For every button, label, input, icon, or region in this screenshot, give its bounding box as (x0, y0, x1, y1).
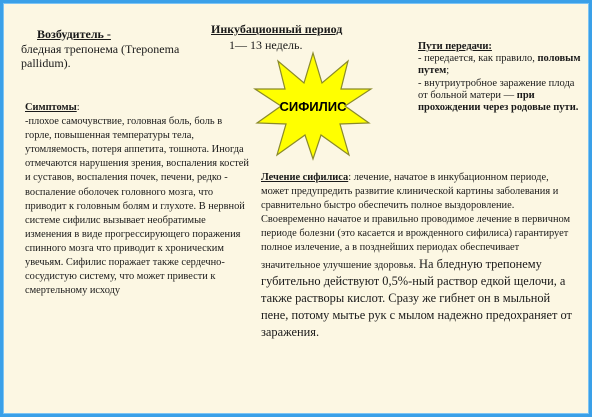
treatment-colon: : (348, 172, 352, 183)
transmission-line2-bold: при прохождении через родовые пути. (418, 89, 579, 114)
starburst-title: СИФИЛИС (279, 99, 347, 114)
transmission-line1-post: ; (446, 65, 450, 77)
transmission-heading: Пути передачи: (418, 41, 492, 52)
pathogen-text: бледная трепонема (Treponema pallidum). (21, 41, 180, 70)
treatment-para2-big: На бледную трепонему губительно действуют 0,5%-ный раствор едкой щелочи, а также растворы кислот. Сразу же гибнет он в мыльной пене, потому мытье рук с мылом надежно предохраняет от заражения. (261, 256, 572, 339)
symptoms-colon: : (76, 102, 80, 113)
incubation-heading: Инкубационный период (211, 22, 343, 36)
pathogen-heading: Возбудитель - (37, 27, 111, 41)
treatment-para2: Своевременно начатое и правильно проводимое лечение в первичном периоде болезни (это касается и врожденного сифилиса) гарантирует полное излечение, а в позднейших периодах обеспечивает значительное улучшение здоровья. (261, 214, 571, 271)
symptoms-text: -плохое самочувствие, головная боль, боль в горле, повышенная температуры тела, утомляемость, потеря аппетита, тошнота. Иногда отмечаются нарушения зрения, воспаления костей и суставов, воспаления почек, печени, редко - воспаление оболочек головного мозга, что приводит к головным болям и глухоте. В нервной системе сифилис вызывает необратимые изменения в виде прогрессирующего поражения спинного мозга что приводит к хроническим увечьям. Сифилис поражает также сердечно-сосудистую систему, что может привести к смертельному исходу (25, 116, 249, 297)
transmission-line1-pre: - передается, как правило, (418, 53, 538, 65)
treatment-heading: Лечение сифилиса (261, 172, 349, 183)
pathogen-block (21, 27, 206, 71)
incubation-block (211, 21, 411, 53)
symptoms-block (25, 101, 251, 298)
treatment-intro: лечение, начатое в инкубационном периоде, может предупредить развитие клинической картины заболевания и сравнительно быстро обеспечить полное выздоровление. (261, 172, 559, 212)
transmission-line2-pre: - внутриутробное заражение плода от больной матери — (418, 77, 575, 101)
treatment-block (261, 171, 573, 341)
symptoms-heading: Симптомы (25, 102, 77, 113)
syphilis-starburst (253, 51, 373, 161)
transmission-block (418, 41, 586, 114)
incubation-value: 1— 13 недель. (229, 38, 303, 52)
transmission-line1-bold: половым путем (418, 53, 581, 77)
